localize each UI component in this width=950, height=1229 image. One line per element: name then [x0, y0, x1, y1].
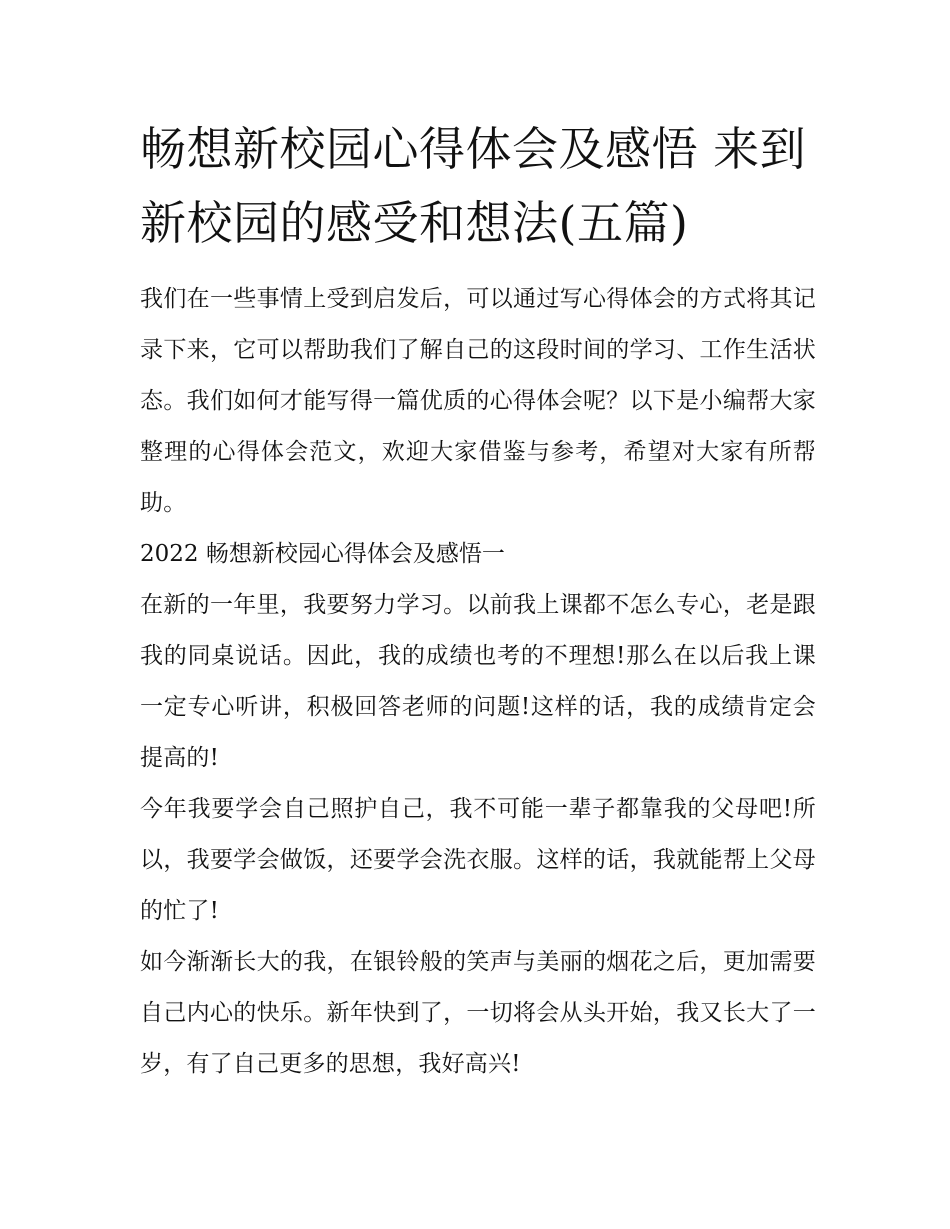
intro-paragraph: 我们在一些事情上受到启发后，可以通过写心得体会的方式将其记录下来，它可以帮助我们了解自己的这段时间的学习、工作生活状态。我们如何才能写得一篇优质的心得体会呢？以下是小编帮大家整理的心得体会范文，欢迎大家借鉴与参考，希望对大家有所帮助。 — [140, 286, 816, 516]
body-paragraph-3: 如今渐渐长大的我，在银铃般的笑声与美丽的烟花之后，更加需要自己内心的快乐。新年快到了，一切将会从头开始，我又长大了一岁，有了自己更多的思想，我好高兴! — [140, 949, 816, 1077]
section-heading: 2022 畅想新校园心得体会及感悟一 — [140, 541, 505, 567]
document-page — [140, 112, 816, 1090]
body-paragraph-1: 在新的一年里，我要努力学习。以前我上课都不怎么专心，老是跟我的同桌说话。因此，我的成绩也考的不理想!那么在以后我上课一定专心听讲，积极回答老师的问题!这样的话，我的成绩肯定会提高的! — [140, 592, 816, 771]
document-title: 畅想新校园心得体会及感悟 来到新校园的感受和想法(五篇) — [140, 122, 807, 250]
body-paragraph-2: 今年我要学会自己照护自己，我不可能一辈子都靠我的父母吧!所以，我要学会做饭，还要学会洗衣服。这样的话，我就能帮上父母的忙了! — [140, 796, 816, 924]
